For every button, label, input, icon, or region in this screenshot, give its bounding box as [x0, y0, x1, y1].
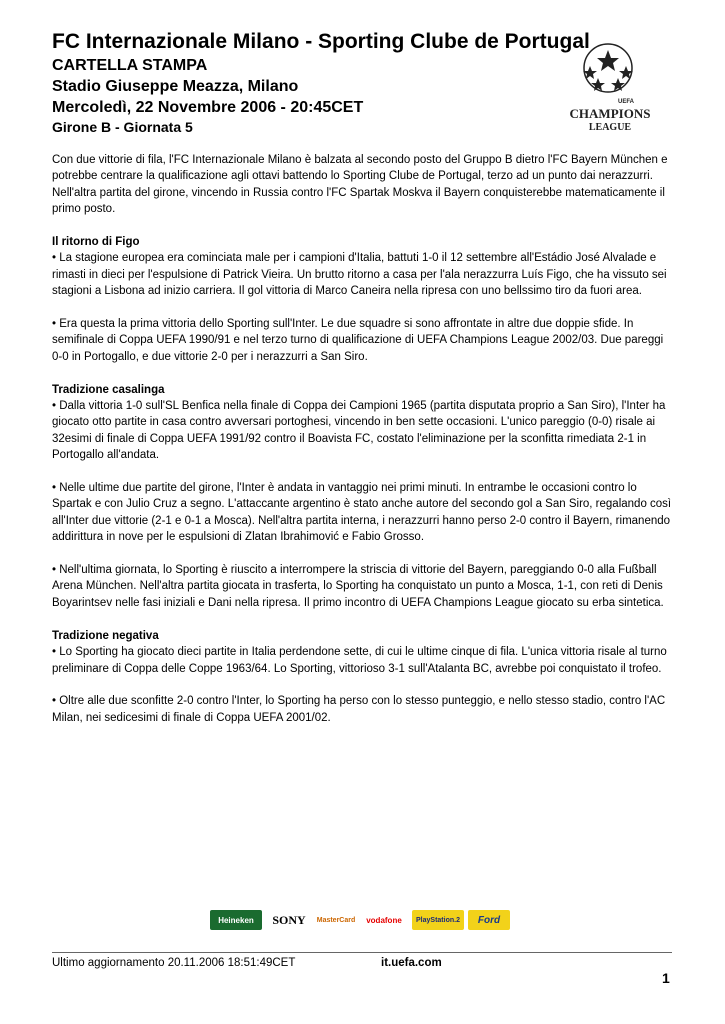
section-home-tradition [52, 382, 676, 612]
site-url-link[interactable]: it.uefa.com [381, 957, 442, 969]
subtitle-group: Girone B - Giornata 5 [52, 119, 193, 135]
section-paragraph: • Nelle ultime due partite del girone, l'Inter è andata in vantaggio nei primi minuti. In entrambe le occasioni contro lo Spartak e con Julio Cruz a segno. L'attaccante argentino è stato anche autore del secondo gol a San Siro, regalando così all'Inter due vittorie (2-1 e 0-1 a Mosca). Nell'altra partita interna, i nerazzurri hanno perso 2-0 contro il Bayern, rimanendo addirittura in nove per le espulsioni di Zlatan Ibrahimović e Fabio Grosso. [52, 482, 672, 544]
section-paragraph: • Lo Sporting ha giocato dieci partite in Italia perdendone sette, di cui le ultime cinque di fila. L'unica vittoria risale al turno preliminare di Coppa delle Coppe 1963/64. Lo Sporting, vittorioso 3-1 sull'Atalanta BC, avrebbe poi conquistato il trofeo. [52, 646, 667, 675]
sponsor-strip [210, 910, 515, 932]
sponsor-ford-logo: Ford [468, 910, 510, 930]
subtitle-press-kit: CARTELLA STAMPA [52, 57, 208, 74]
logo-champions-text: CHAMPIONS [569, 106, 651, 121]
sponsor-mastercard-logo: MasterCard [316, 910, 356, 930]
section-paragraph: • Oltre alle due sconfitte 2-0 contro l'Inter, lo Sporting ha perso con lo stesso punteggio, e nello stesso stadio, contro l'AC Milan, nei sedicesimi di finale di Coppa UEFA 2001/02. [52, 695, 666, 724]
section-heading: Il ritorno di Figo [52, 236, 140, 249]
sponsor-heineken-logo: Heineken [210, 910, 262, 930]
champions-league-starball-icon [560, 42, 660, 138]
section-paragraph: • La stagione europea era cominciata male per i campioni d'Italia, battuti 1-0 il 12 settembre all'Estádio José Alvalade e rimasti in dieci per l'espulsione di Patrick Vieira. Un brutto ritorno a casa per l'ala nerazzurra Luís Figo, che ha vissuto sei stagioni a Lisbona ad inizio carriera. Il gol vittoria di Marco Caneira nella ripresa con uno bellssimo tiro da fuori area. [52, 252, 667, 298]
champions-league-logo [560, 42, 660, 138]
sponsor-playstation-logo: PlayStation.2 [412, 910, 464, 930]
subtitle-stadium: Stadio Giuseppe Meazza, Milano [52, 78, 299, 95]
section-paragraph: • Nell'ultima giornata, lo Sporting è riuscito a interrompere la striscia di vittorie del Bayern, pareggiando 0-0 alla Fußball Arena München. Nell'altra partita giocata in trasferta, lo Sporting ha conquistato un punto a Mosca, 1-1, con reti di Denis Boyarintsev nelle fasi iniziali e Dani nella ripresa. Il primo incontro di UEFA Champions League giocato su erba sintetica. [52, 564, 664, 609]
last-updated-text: Ultimo aggiornamento 20.11.2006 18:51:49CET [52, 957, 296, 969]
logo-uefa-text: UEFA [618, 99, 635, 105]
section-negative-tradition [52, 628, 676, 726]
logo-league-text: LEAGUE [588, 122, 632, 133]
section-heading: Tradizione negativa [52, 629, 159, 642]
intro-paragraph: Con due vittorie di fila, l'FC Internazionale Milano è balzata al secondo posto del Gruppo B dietro l'FC Bayern München e potrebbe centrare la qualificazione agli ottavi battendo lo Sporting Clube de Portugal, terzo ad un punto dai nerazzurri. Nell'altra partita del girone, vincendo in Russia contro l'FC Spartak Moskva il Bayern conquisterebbe matematicamente il primo posto. [52, 154, 668, 216]
subtitle-date: Mercoledì, 22 Novembre 2006 - 20:45CET [52, 99, 364, 116]
sponsor-sony-logo: SONY [266, 910, 312, 930]
section-figo [52, 234, 676, 365]
sponsor-vodafone-logo: vodafone [360, 910, 408, 930]
section-heading: Tradizione casalinga [52, 383, 165, 396]
section-paragraph: • Era questa la prima vittoria dello Sporting sull'Inter. Le due squadre si sono affrontate in altre due doppie sfide. In semifinale di Coppa UEFA 1990/91 e nel terzo turno di qualificazione di UEFA Champions League 2002/03. Due pareggi 0-0 in Portogallo, e due vittorie 2-0 per i nerazzurri a San Siro. [52, 318, 664, 363]
footer-divider [52, 952, 672, 953]
section-paragraph: • Dalla vittoria 1-0 sull'SL Benfica nella finale di Coppa dei Campioni 1965 (partita disputata proprio a San Siro), l'Inter ha giocato otto partite in casa contro avversari portoghesi, vincendo in ben sette occasioni. L'unico pareggio (0-0) risale ai 32esimi di finale di Coppa UEFA 1991/92 contro il Boavista FC, costato l'eliminazione per la sconfitta rimediata 2-1 in Portogallo all'andata. [52, 400, 666, 462]
page-title: FC Internazionale Milano - Sporting Clube de Portugal [52, 30, 590, 53]
page-number: 1 [662, 970, 670, 986]
article-body [52, 152, 676, 743]
